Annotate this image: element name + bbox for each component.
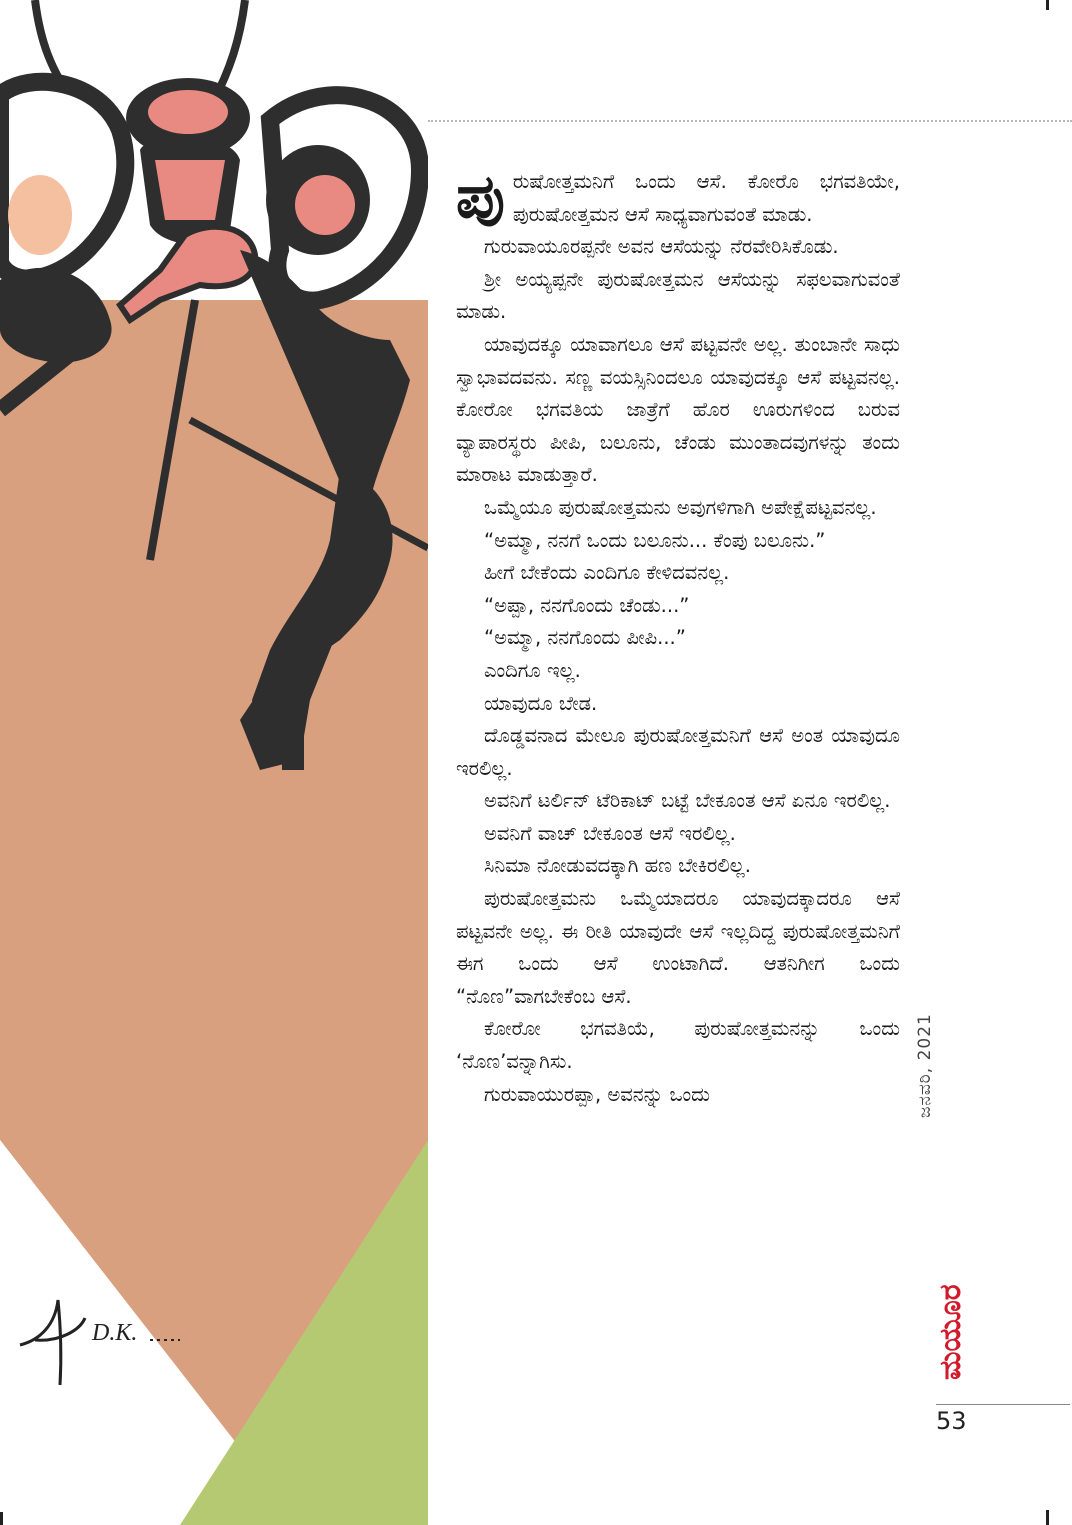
story-paragraph: ಯಾವುದೂ ಬೇಡ. — [484, 691, 598, 715]
story-paragraph: ಎಂದಿಗೂ ಇಲ್ಲ. — [484, 658, 581, 682]
story-paragraph: ಹೀಗೆ ಬೇಕೆಂದು ಎಂದಿಗೂ ಕೇಳಿದವನಲ್ಲ. — [484, 561, 730, 585]
story-paragraph: ಶ್ರೀ ಅಯ್ಯಪ್ಪನೇ ಪುರುಷೋತ್ತಮನ ಆಸೆಯನ್ನು ಸಫಲವಾಗುವಂತೆ ಮಾಡು. — [456, 267, 900, 324]
story-paragraph: ಪುರುಷೋತ್ತಮನು ಒಮ್ಮೆಯಾದರೂ ಯಾವುದಕ್ಕಾದರೂ ಆಸೆ ಪಟ್ಟವನೇ ಅಲ್ಲ. ಈ ರೀತಿ ಯಾವುದೇ ಆಸೆ ಇಲ್ಲದಿದ್ದ ಪುರುಷೋತ್ತಮನಿಗೆ ಈಗ ಒಂದು ಆಸೆ ಉಂಟಾಗಿದೆ. ಆತನಿಗೀಗ ಒಂದು “ನೊಣ”ವಾಗಬೇಕೆಂಬ ಆಸೆ. — [456, 887, 900, 1008]
page-number: 53 — [936, 1407, 967, 1435]
story-paragraph: ಸಿನಿಮಾ ನೋಡುವದಕ್ಕಾಗಿ ಹಣ ಬೇಕಿರಲಿಲ್ಲ. — [484, 854, 751, 878]
page-number-rule — [936, 1404, 1070, 1405]
story-paragraph: “ಅಮ್ಮಾ, ನನಗೊಂದು ಪೀಪಿ...” — [484, 626, 686, 650]
drop-cap: ಪು — [456, 162, 505, 232]
story-paragraph: ಅವನಿಗೆ ಟರ್ಲಿನ್ ಟೆರಿಕಾಟ್ ಬಟ್ಟೆ ಬೇಕೂಂತ ಆಸೆ ಏನೂ ಇರಲಿಲ್ಲ. — [484, 789, 891, 813]
paragraph-text: ರುಷೋತ್ತಮನಿಗೆ ಒಂದು ಆಸೆ. ಕೋರೊ ಭಗವತಿಯೇ, ಪುರುಷೋತ್ತಮನ ಆಸೆ ಸಾಧ್ಯವಾಗುವಂತೆ ಮಾಡು. — [512, 170, 900, 226]
story-paragraph: ಒಮ್ಮೆಯೂ ಪುರುಷೋತ್ತಮನು ಅವುಗಳಿಗಾಗಿ ಅಪೇಕ್ಷೆಪಟ್ಟವನಲ್ಲ. — [484, 495, 877, 519]
artist-signature: D.K. — [92, 1320, 138, 1346]
story-paragraph: ಅವನಿಗೆ ವಾಚ್ ಬೇಕೂಂತ ಆಸೆ ಇರಲಿಲ್ಲ. — [484, 821, 736, 845]
header-dotted-rule — [428, 120, 1072, 122]
crop-mark-bottom — [1046, 1510, 1049, 1525]
magazine-logo: ಮಯೂರ — [933, 1284, 968, 1380]
story-paragraph: “ಅಮ್ಮಾ, ನನಗೆ ಒಂದು ಬಲೂನು... ಕೆಂಪು ಬಲೂನು.” — [484, 528, 826, 552]
story-paragraph: ದೊಡ್ಡವನಾದ ಮೇಲೂ ಪುರುಷೋತ್ತಮನಿಗೆ ಆಸೆ ಅಂತ ಯಾವುದೂ ಇರಲಿಲ್ಲ. — [456, 724, 900, 780]
story-paragraph: “ಅಪ್ಪಾ, ನನಗೊಂದು ಚೆಂಡು...” — [484, 593, 690, 617]
crop-mark-left — [0, 1512, 3, 1525]
story-paragraph — [456, 162, 900, 232]
story-column — [456, 162, 900, 1111]
story-illustration — [0, 0, 428, 1525]
issue-date: ಜನವರಿ, 2021 — [915, 1013, 935, 1118]
story-paragraph: ಗುರುವಾಯೂರಪ್ಪನೇ ಅವನ ಆಸೆಯನ್ನು ನೆರವೇರಿಸಿಕೊಡು. — [484, 235, 839, 259]
story-paragraph: ಕೋರೋ ಭಗವತಿಯೆ, ಪುರುಷೋತ್ತಮನನ್ನು ಒಂದು ‘ನೊಣ’ವನ್ನಾಗಿಸು. — [456, 1017, 900, 1074]
story-paragraph: ಗುರುವಾಯುರಪ್ಪಾ, ಅವನನ್ನು ಒಂದು — [484, 1082, 710, 1106]
story-paragraph: ಯಾವುದಕ್ಕೂ ಯಾವಾಗಲೂ ಆಸೆ ಪಟ್ಟವನೇ ಅಲ್ಲ. ತುಂಬಾನೇ ಸಾಧು ಸ್ವಾಭಾವದವನು. ಸಣ್ಣ ವಯಸ್ಸಿನಿಂದಲೂ ಯಾವುದಕ್ಕೂ ಆಸೆ ಪಟ್ಟವನಲ್ಲ. ಕೋರೋ ಭಗವತಿಯ ಜಾತ್ರೆಗೆ ಹೊರ ಊರುಗಳಿಂದ ಬರುವ ವ್ಯಾಪಾರಸ್ಥರು ಪೀಪಿ, ಬಲೂನು, ಚೆಂಡು ಮುಂತಾದವುಗಳನ್ನು ತಂದು ಮಾರಾಟ ಮಾಡುತ್ತಾರೆ. — [456, 332, 900, 487]
crop-mark-top — [1046, 0, 1049, 10]
